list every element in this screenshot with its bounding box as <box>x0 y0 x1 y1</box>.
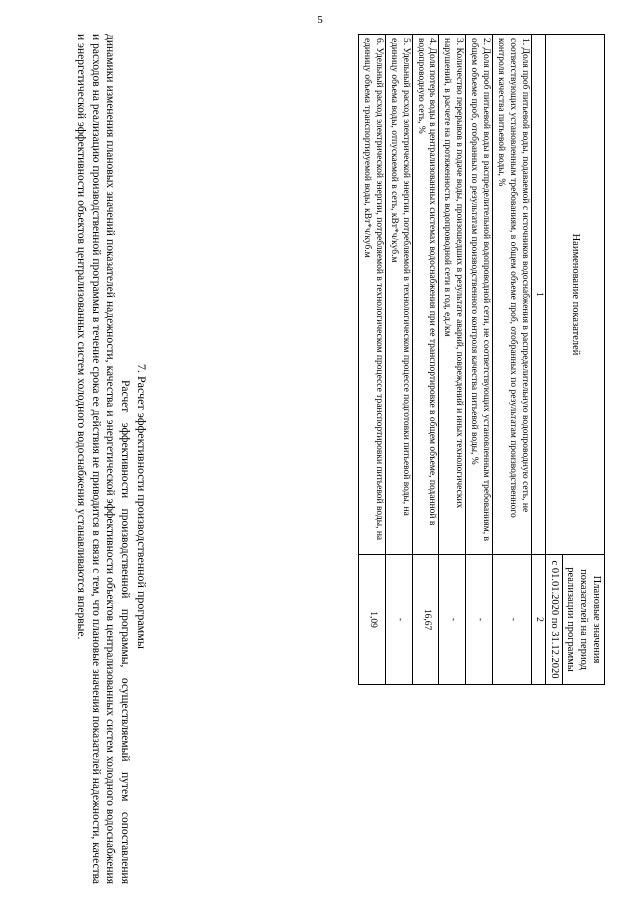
table-row <box>412 35 439 685</box>
column-number-2: 2 <box>531 555 546 685</box>
section-title: 7. Расчет эффективности производственной программы <box>135 364 149 649</box>
table-row <box>493 35 532 685</box>
indicator-value: - <box>439 555 466 685</box>
indicator-value: - <box>386 555 413 685</box>
indicator-value: 1,09 <box>359 555 386 685</box>
indicator-name: 4. Доля потерь воды в централизованных системах водоснабжения при ее транспортировке в общем объеме, поданной в водопроводную сеть, % <box>412 35 439 555</box>
table-row <box>466 35 493 685</box>
indicator-value: - <box>493 555 532 685</box>
section-block <box>73 34 149 884</box>
table-row <box>439 35 466 685</box>
indicator-value: - <box>466 555 493 685</box>
indicator-name: 6. Удельный расход электрической энергии, потребляемой в технологическом процессе транспортировки питьевой воды, на единицу объема транспортируемой воды, кВт*ч/куб.м <box>359 35 386 555</box>
indicator-name: 1. Доля проб питьевой воды, подаваемой с источников водоснабжения в распределительную водопроводную сеть, не соответствующих установленным требованиям, в общем объеме проб, отобранных по результатам производственного контроля качества питьевой воды, % <box>493 35 532 555</box>
indicator-name: 3. Количество перерывов в подаче воды, произошедших в результате аварий, повреждений и иных технологических нарушений, в расчете на протяженность водопроводной сети в год, ед./км <box>439 35 466 555</box>
rotated-page-content <box>45 34 605 894</box>
indicator-name: 5. Удельный расход электрической энергии, потребляемой в технологическом процессе подготовки питьевой воды, на единицу объема воды, отпускаемой в сеть, кВт*ч/куб.м <box>386 35 413 555</box>
table-row <box>359 35 386 685</box>
indicator-name: 2. Доля проб питьевой воды в распределительной водопроводной сети, не соответствующих установленным требованиям, в общем объеме проб, отобранных по результатам производственного контроля качества питьевой воды, % <box>466 35 493 555</box>
section-paragraph: Расчет эффективности производственной программы, осуществляемый путем сопоставления динамики изменения плановых значений показателей надежности, качества и энергетической эффективности объектов централизованных систем холодного водоснабжения и расходов на реализацию производственной программы в течение срока ее действия не приводится в связи с тем, что плановые значения показателей надежности, качества и энергетической эффективности объектов централизованных систем холодного водоснабжения устанавливаются впервые. <box>74 34 131 884</box>
table-row <box>386 35 413 685</box>
column-number-1: 1 <box>531 35 546 555</box>
page-number: 5 <box>317 14 323 26</box>
header-plan-values: Плановые значения показателей на период реализации программы <box>562 555 604 685</box>
header-indicator-name: Наименование показателей <box>546 35 605 555</box>
indicator-value: 16,67 <box>412 555 439 685</box>
indicators-table <box>358 34 605 685</box>
header-period: с 01.01.2020 по 31.12.2020 <box>546 555 562 685</box>
